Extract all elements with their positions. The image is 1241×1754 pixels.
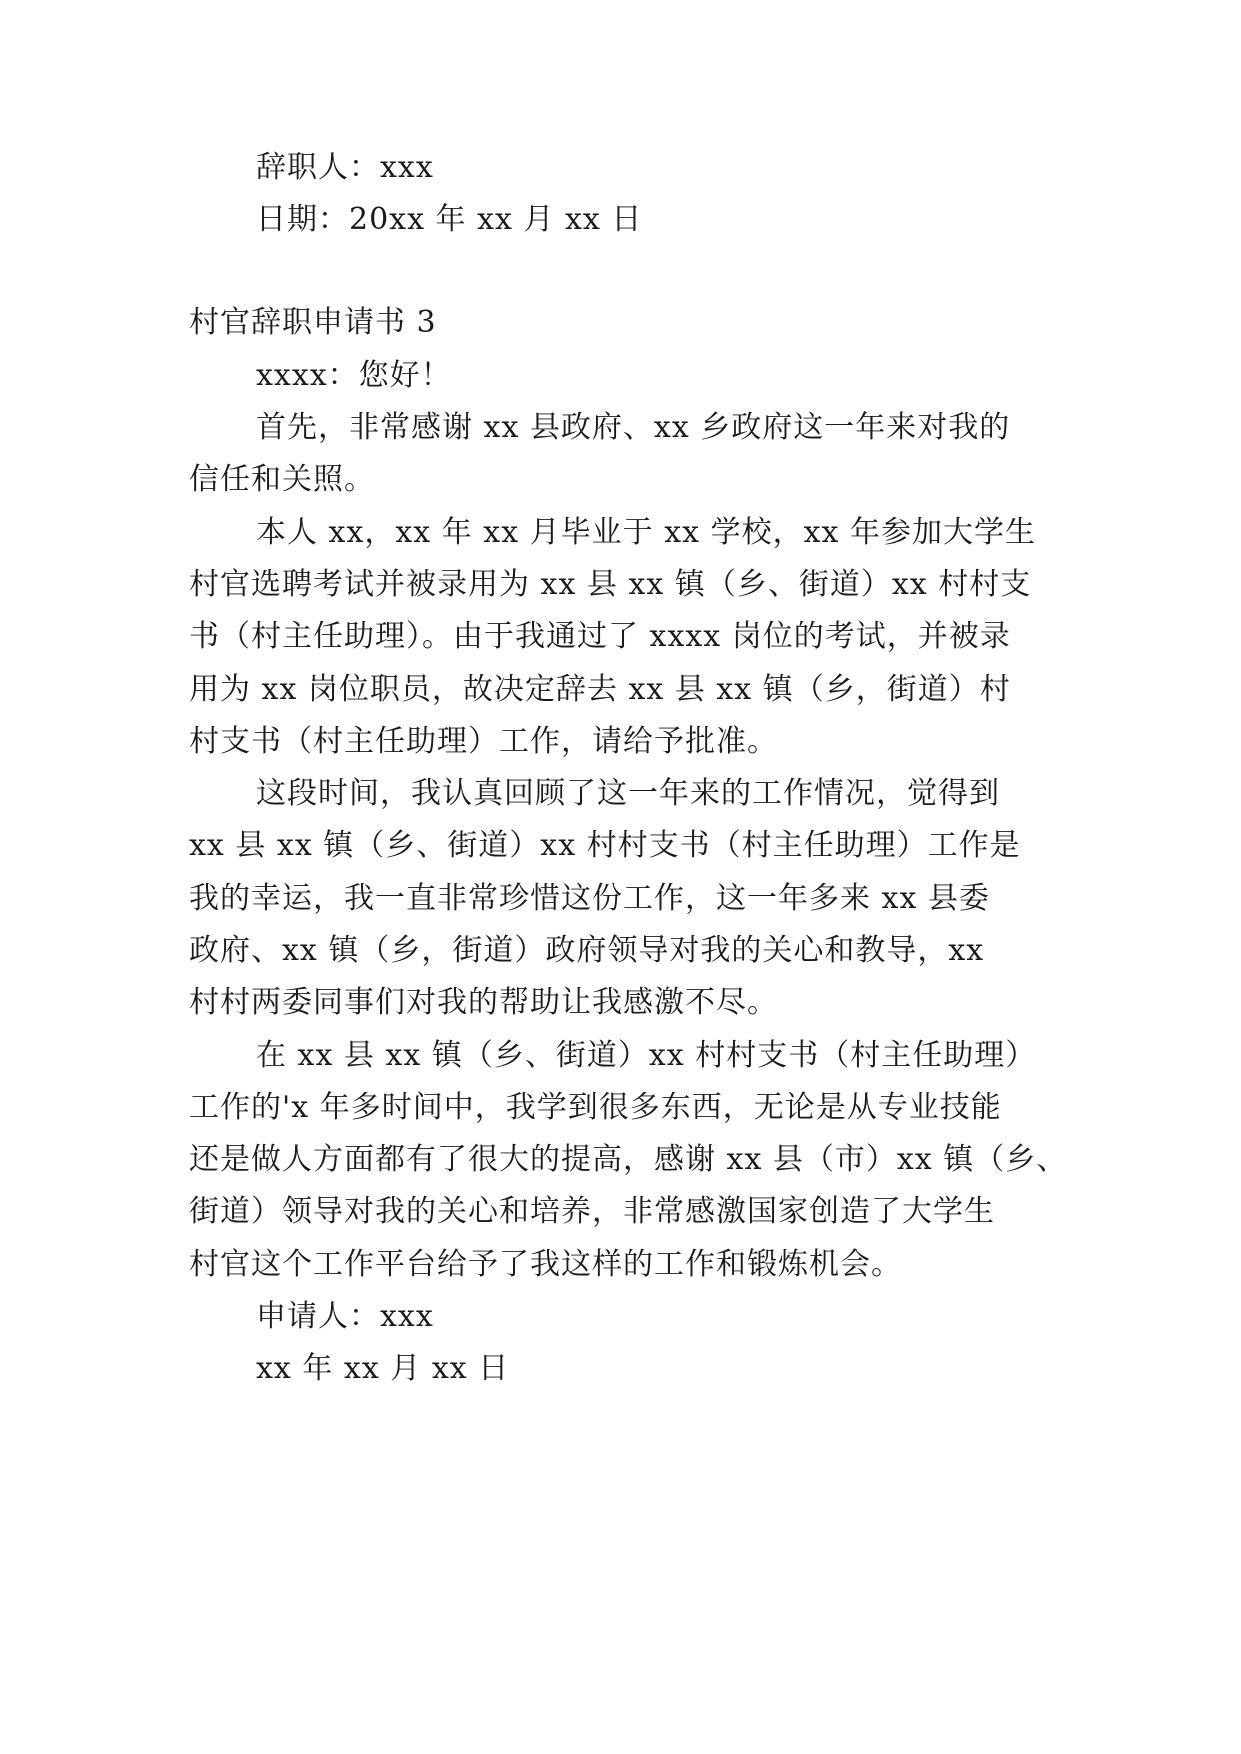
- paragraph-line: 还是做人方面都有了很大的提高，感谢 xx 县（市）xx 镇（乡、: [189, 1142, 1068, 1177]
- paragraph-line: 本人 xx，xx 年 xx 月毕业于 xx 学校，xx 年参加大学生: [256, 515, 1036, 550]
- paragraph-line: 信任和关照。: [189, 462, 375, 497]
- paragraph-line: 这段时间，我认真回顾了这一年来的工作情况，觉得到: [256, 776, 1000, 811]
- paragraph-line: 街道）领导对我的关心和培养，非常感激国家创造了大学生: [189, 1194, 995, 1229]
- application-date-line: xx 年 xx 月 xx 日: [256, 1351, 510, 1386]
- paragraph-line: 用为 xx 岗位职员，故决定辞去 xx 县 xx 镇（乡，街道）村: [189, 672, 1011, 707]
- paragraph-line: 村官选聘考试并被录用为 xx 县 xx 镇（乡、街道）xx 村村支: [189, 567, 1032, 602]
- resign-date-line: 日期：20xx 年 xx 月 xx 日: [256, 202, 643, 237]
- salutation: xxxx：您好！: [256, 358, 452, 393]
- paragraph-line: 村官这个工作平台给予了我这样的工作和锻炼机会。: [189, 1247, 902, 1282]
- paragraph-line: 首先，非常感谢 xx 县政府、xx 乡政府这一年来对我的: [256, 410, 1011, 445]
- paragraph-line: 在 xx 县 xx 镇（乡、街道）xx 村村支书（村主任助理）: [256, 1038, 1037, 1073]
- letter-title: 村官辞职申请书 3: [189, 305, 437, 340]
- paragraph-line: 我的幸运，我一直非常珍惜这份工作，这一年多来 xx 县委: [189, 881, 990, 916]
- paragraph-line: xx 县 xx 镇（乡、街道）xx 村村支书（村主任助理）工作是: [189, 828, 1021, 863]
- applicant-line: 申请人：xxx: [256, 1299, 434, 1334]
- paragraph-line: 村支书（村主任助理）工作，请给予批准。: [189, 724, 778, 759]
- paragraph-line: 工作的'x 年多时间中，我学到很多东西，无论是从专业技能: [189, 1090, 1002, 1125]
- paragraph-line: 书（村主任助理）。由于我通过了 xxxx 岗位的考试，并被录: [189, 619, 1011, 654]
- paragraph-line: 政府、xx 镇（乡，街道）政府领导对我的关心和教导，xx: [189, 933, 985, 968]
- paragraph-line: 村村两委同事们对我的帮助让我感激不尽。: [189, 985, 778, 1020]
- resigner-line: 辞职人：xxx: [256, 150, 434, 185]
